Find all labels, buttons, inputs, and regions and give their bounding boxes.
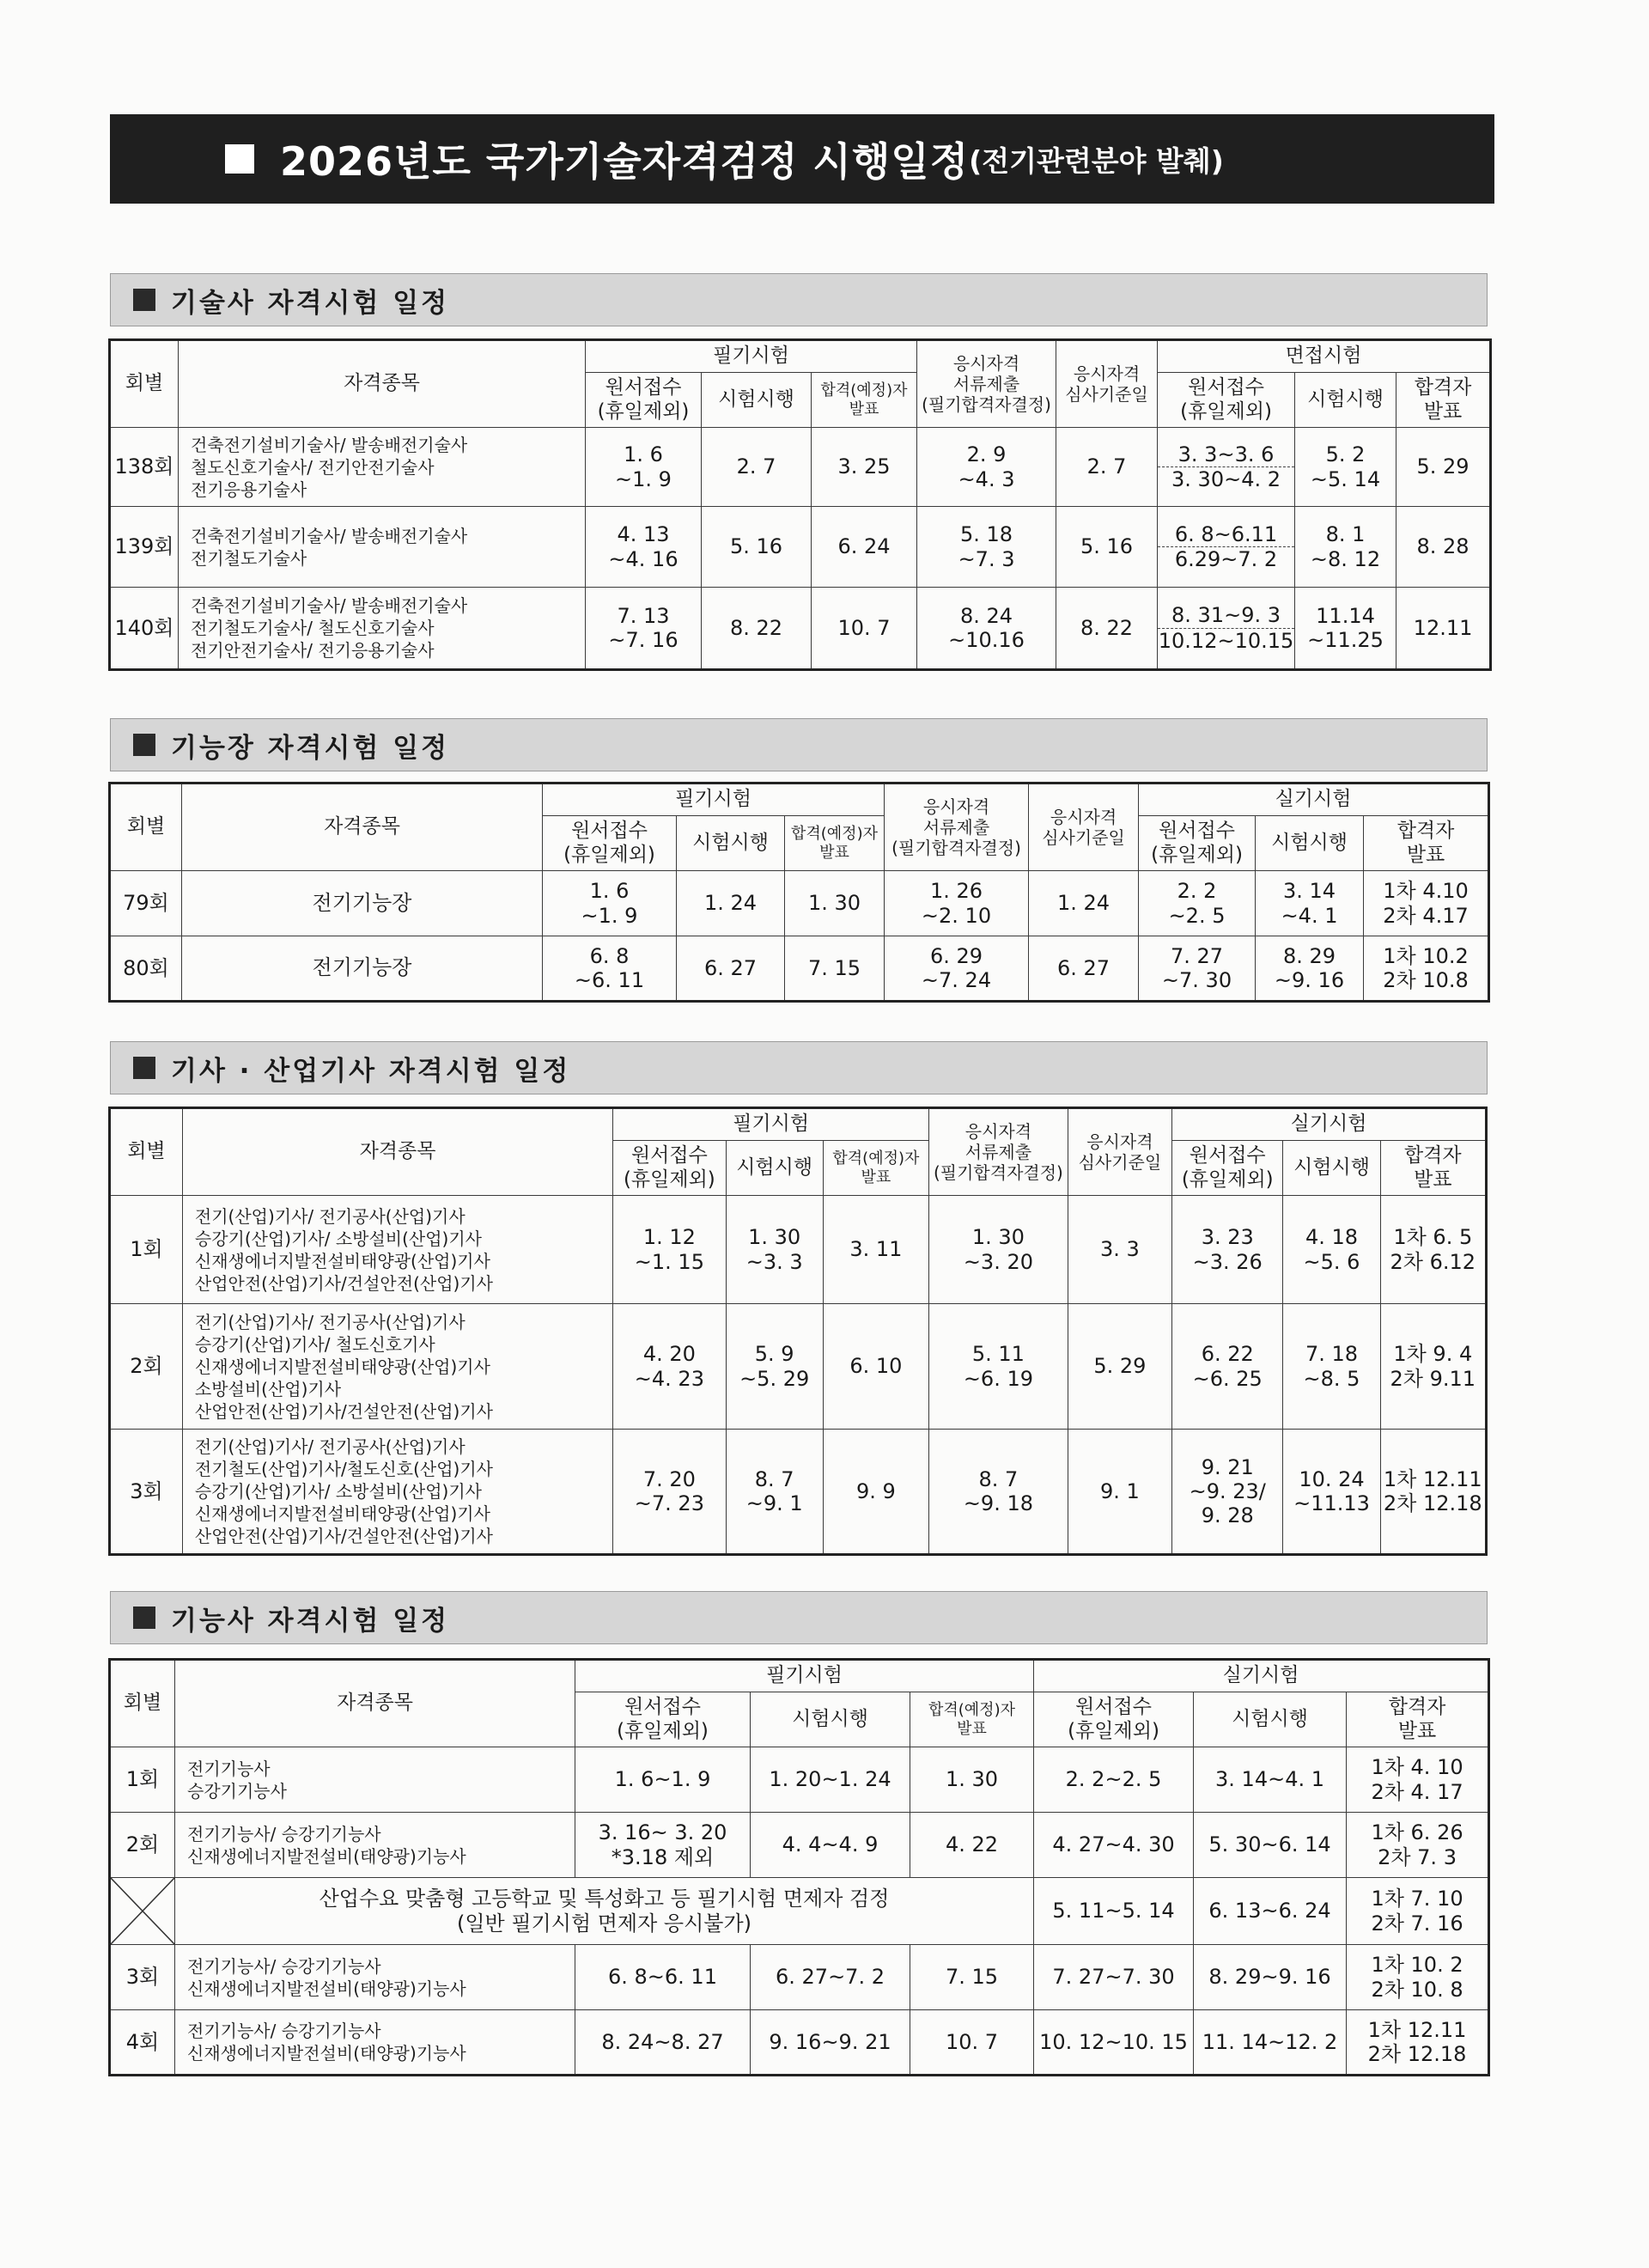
gisa-schedule-table: [108, 1107, 1488, 1556]
written-pass-cell: 7. 15: [785, 936, 885, 1002]
qualification-cell: 전기기능장: [182, 936, 543, 1002]
written-pass-cell: 1. 30: [910, 1747, 1034, 1813]
practical-pass-cell: 1차 12.11 2차 12.18: [1347, 2010, 1489, 2076]
header-prac-pass: 합격자 발표: [1364, 816, 1489, 871]
table-row: [110, 1430, 1487, 1555]
written-apply-cell: 1. 12 ~1. 15: [613, 1196, 726, 1304]
practical-apply-cell: 10. 12~10. 15: [1034, 2010, 1194, 2076]
header-practical: 실기시험: [1139, 783, 1489, 816]
header-written-apply: 원서접수 (휴일제외): [613, 1141, 726, 1196]
header-written: 필기시험: [575, 1660, 1034, 1692]
docs-cell: 1. 26 ~2. 10: [885, 871, 1029, 936]
practical-pass-cell: 1차 10. 2 2차 10. 8: [1347, 1945, 1489, 2010]
practical-apply-cell: 9. 21 ~9. 23/ 9. 28: [1172, 1430, 1283, 1555]
practical-exam-cell: 6. 13~6. 24: [1194, 1878, 1347, 1945]
practical-pass-cell: 1차 9. 4 2차 9.11: [1380, 1304, 1486, 1430]
header-written-pass: 합격(예정)자 발표: [823, 1141, 928, 1196]
square-bullet-icon: [133, 289, 155, 311]
written-apply-cell: 8. 24~8. 27: [575, 2010, 751, 2076]
review-cell: 5. 29: [1068, 1304, 1171, 1430]
review-cell: 9. 1: [1068, 1430, 1171, 1555]
header-review: 응시자격 심사기준일: [1068, 1108, 1171, 1196]
interview-apply-cell: [1158, 507, 1295, 588]
header-practical: 면접시험: [1158, 340, 1491, 373]
interview-apply-cell: [1158, 588, 1295, 670]
header-written-apply: 원서접수 (휴일제외): [586, 373, 702, 428]
practical-apply-cell: 2. 2~2. 5: [1034, 1747, 1194, 1813]
practical-exam-cell: 3. 14~4. 1: [1194, 1747, 1347, 1813]
interview-pass-cell: 8. 28: [1396, 507, 1491, 588]
written-pass-cell: 10. 7: [812, 588, 917, 670]
round-cell: 140회: [110, 588, 179, 670]
section-title: 기사 · 산업기사 자격시험 일정: [171, 1055, 571, 1087]
review-cell: 3. 3: [1068, 1196, 1171, 1304]
header-qualification: 자격종목: [182, 783, 543, 871]
header-prac-exam: 시험시행: [1194, 1692, 1347, 1747]
section-heading-gisa: [110, 1041, 1488, 1094]
practical-pass-cell: 1차 4. 10 2차 4. 17: [1347, 1747, 1489, 1813]
practical-apply-cell: 3. 23 ~3. 26: [1172, 1196, 1283, 1304]
exemption-note: 산업수요 맞춤형 고등학교 및 특성화고 등 필기시험 면제자 검정 (일반 필기시험 면제자 응시불가): [175, 1878, 1034, 1945]
written-apply-cell: 4. 20 ~4. 23: [613, 1304, 726, 1430]
header-written-pass: 합격(예정)자 발표: [910, 1692, 1034, 1747]
docs-cell: 2. 9 ~4. 3: [917, 428, 1056, 507]
practical-exam-cell: 11. 14~12. 2: [1194, 2010, 1347, 2076]
square-bullet-icon: [133, 1606, 155, 1629]
written-apply-cell: 3. 16~ 3. 20 *3.18 제외: [575, 1813, 751, 1878]
written-pass-cell: 9. 9: [823, 1430, 928, 1555]
round-cell: 138회: [110, 428, 179, 507]
written-exam-cell: 1. 20~1. 24: [751, 1747, 910, 1813]
docs-cell: 6. 29 ~7. 24: [885, 936, 1029, 1002]
header-prac-apply: 원서접수 (휴일제외): [1139, 816, 1256, 871]
docs-cell: 8. 24 ~10.16: [917, 588, 1056, 670]
qualification-cell: 전기(산업)기사/ 전기공사(산업)기사 승강기(산업)기사/ 철도신호기사 신재생에너지발전설비태양광(산업)기사 소방설비(산업)기사 산업안전(산업)기사/건설안전(산업)기사: [182, 1304, 612, 1430]
header-qualification: 자격종목: [179, 340, 586, 428]
square-bullet-icon: [133, 1057, 155, 1079]
practical-apply-cell: 6. 22 ~6. 25: [1172, 1304, 1283, 1430]
gineungjang-schedule-table: [108, 782, 1490, 1003]
crossed-out-cell: [110, 1878, 175, 1945]
practical-exam-cell: 5. 30~6. 14: [1194, 1813, 1347, 1878]
round-cell: 3회: [110, 1945, 175, 2010]
interview-pass-cell: 5. 29: [1396, 428, 1491, 507]
practical-pass-cell: 1차 6. 5 2차 6.12: [1380, 1196, 1486, 1304]
practical-apply-cell: 4. 27~4. 30: [1034, 1813, 1194, 1878]
interview-apply-1: 8. 31~9. 3: [1171, 603, 1281, 628]
gisulsa-schedule-table: [108, 338, 1492, 671]
table-row: [110, 871, 1489, 936]
header-prac-pass: 합격자 발표: [1347, 1692, 1489, 1747]
interview-exam-cell: 5. 2 ~5. 14: [1295, 428, 1396, 507]
docs-cell: 8. 7 ~9. 18: [929, 1430, 1068, 1555]
written-apply-cell: 1. 6 ~1. 9: [543, 871, 677, 936]
practical-pass-cell: 1차 4.10 2차 4.17: [1364, 871, 1489, 936]
qualification-cell: 전기기능사 승강기기능사: [175, 1747, 575, 1813]
section-title: 기능장 자격시험 일정: [171, 732, 450, 764]
header-written-exam: 시험시행: [677, 816, 785, 871]
practical-pass-cell: 1차 6. 26 2차 7. 3: [1347, 1813, 1489, 1878]
section-heading-gineungsa: [110, 1591, 1488, 1644]
header-prac-pass: 합격자 발표: [1380, 1141, 1486, 1196]
qualification-cell: 전기기능사/ 승강기기능사 신재생에너지발전설비(태양광)기능사: [175, 1813, 575, 1878]
section-title: 기술사 자격시험 일정: [171, 287, 450, 319]
practical-apply-cell: 7. 27~7. 30: [1034, 1945, 1194, 2010]
interview-apply-2: 6.29~7. 2: [1158, 546, 1294, 571]
header-round: 회별: [110, 1108, 183, 1196]
practical-pass-cell: 1차 7. 10 2차 7. 16: [1347, 1878, 1489, 1945]
table-row: [110, 1813, 1489, 1878]
header-review: 응시자격 심사기준일: [1056, 340, 1158, 428]
written-exam-cell: 6. 27~7. 2: [751, 1945, 910, 2010]
header-written-exam: 시험시행: [726, 1141, 823, 1196]
written-exam-cell: 9. 16~9. 21: [751, 2010, 910, 2076]
written-exam-cell: 1. 24: [677, 871, 785, 936]
written-apply-cell: 7. 20 ~7. 23: [613, 1430, 726, 1555]
written-exam-cell: 8. 22: [702, 588, 812, 670]
table-row: [110, 1747, 1489, 1813]
header-written: 필기시험: [613, 1108, 929, 1141]
practical-apply-cell: 5. 11~5. 14: [1034, 1878, 1194, 1945]
written-exam-cell: 5. 9 ~5. 29: [726, 1304, 823, 1430]
practical-pass-cell: 1차 12.11 2차 12.18: [1380, 1430, 1486, 1555]
round-cell: 1회: [110, 1196, 183, 1304]
round-cell: 79회: [110, 871, 182, 936]
header-written-apply: 원서접수 (휴일제외): [575, 1692, 751, 1747]
header-prac-exam: 시험시행: [1295, 373, 1396, 428]
header-written-apply: 원서접수 (휴일제외): [543, 816, 677, 871]
review-cell: 1. 24: [1029, 871, 1139, 936]
header-qualification: 자격종목: [175, 1660, 575, 1747]
table-row: [110, 1304, 1487, 1430]
written-exam-cell: 1. 30 ~3. 3: [726, 1196, 823, 1304]
qualification-cell: 건축전기설비기술사/ 발송배전기술사 철도신호기술사/ 전기안전기술사 전기응용기술사: [179, 428, 586, 507]
practical-exam-cell: 8. 29 ~9. 16: [1256, 936, 1364, 1002]
written-apply-cell: 7. 13 ~7. 16: [586, 588, 702, 670]
round-cell: 2회: [110, 1813, 175, 1878]
table-row: [110, 428, 1491, 507]
written-pass-cell: 6. 24: [812, 507, 917, 588]
table-row: [110, 1945, 1489, 2010]
qualification-cell: 전기기능장: [182, 871, 543, 936]
interview-apply-1: 6. 8~6.11: [1174, 521, 1278, 546]
interview-pass-cell: 12.11: [1396, 588, 1491, 670]
section-title: 기능사 자격시험 일정: [171, 1605, 450, 1637]
header-practical: 실기시험: [1172, 1108, 1487, 1141]
cross-mark-icon: [111, 1878, 174, 1944]
header-docs: 응시자격 서류제출 (필기합격자결정): [929, 1108, 1068, 1196]
round-cell: 139회: [110, 507, 179, 588]
round-cell: 3회: [110, 1430, 183, 1555]
review-cell: 5. 16: [1056, 507, 1158, 588]
interview-apply-2: 10.12~10.15: [1158, 628, 1294, 653]
review-cell: 8. 22: [1056, 588, 1158, 670]
written-exam-cell: 8. 7 ~9. 1: [726, 1430, 823, 1555]
header-round: 회별: [110, 340, 179, 428]
practical-apply-cell: 7. 27 ~7. 30: [1139, 936, 1256, 1002]
docs-cell: 5. 11 ~6. 19: [929, 1304, 1068, 1430]
header-round: 회별: [110, 783, 182, 871]
practical-exam-cell: 4. 18 ~5. 6: [1283, 1196, 1380, 1304]
table-row: [110, 588, 1491, 670]
interview-exam-cell: 8. 1 ~8. 12: [1295, 507, 1396, 588]
qualification-cell: 전기기능사/ 승강기기능사 신재생에너지발전설비(태양광)기능사: [175, 2010, 575, 2076]
round-cell: 1회: [110, 1747, 175, 1813]
gineungsa-schedule-table: [108, 1658, 1490, 2076]
practical-exam-cell: 7. 18 ~8. 5: [1283, 1304, 1380, 1430]
written-exam-cell: 6. 27: [677, 936, 785, 1002]
header-review: 응시자격 심사기준일: [1029, 783, 1139, 871]
practical-apply-cell: 2. 2 ~2. 5: [1139, 871, 1256, 936]
header-prac-exam: 시험시행: [1283, 1141, 1380, 1196]
header-docs: 응시자격 서류제출 (필기합격자결정): [885, 783, 1029, 871]
table-row: [110, 507, 1491, 588]
header-qualification: 자격종목: [182, 1108, 612, 1196]
header-written-pass: 합격(예정)자 발표: [812, 373, 917, 428]
practical-exam-cell: 10. 24 ~11.13: [1283, 1430, 1380, 1555]
practical-exam-cell: 3. 14 ~4. 1: [1256, 871, 1364, 936]
docs-cell: 1. 30 ~3. 20: [929, 1196, 1068, 1304]
header-prac-exam: 시험시행: [1256, 816, 1364, 871]
interview-exam-cell: 11.14 ~11.25: [1295, 588, 1396, 670]
round-cell: 80회: [110, 936, 182, 1002]
written-pass-cell: 1. 30: [785, 871, 885, 936]
interview-apply-cell: [1158, 428, 1295, 507]
qualification-cell: 전기기능사/ 승강기기능사 신재생에너지발전설비(태양광)기능사: [175, 1945, 575, 2010]
written-apply-cell: 1. 6~1. 9: [575, 1747, 751, 1813]
header-written: 필기시험: [543, 783, 885, 816]
page-banner: [110, 114, 1494, 204]
written-pass-cell: 3. 25: [812, 428, 917, 507]
qualification-cell: 전기(산업)기사/ 전기공사(산업)기사 승강기(산업)기사/ 소방설비(산업)기사 신재생에너지발전설비태양광(산업)기사 산업안전(산업)기사/건설안전(산업)기사: [182, 1196, 612, 1304]
written-exam-cell: 5. 16: [702, 507, 812, 588]
header-prac-apply: 원서접수 (휴일제외): [1172, 1141, 1283, 1196]
qualification-cell: 건축전기설비기술사/ 발송배전기술사 전기철도기술사/ 철도신호기술사 전기안전기술사/ 전기응용기술사: [179, 588, 586, 670]
header-practical: 실기시험: [1034, 1660, 1489, 1692]
interview-apply-2: 3. 30~4. 2: [1158, 466, 1294, 491]
written-apply-cell: 1. 6 ~1. 9: [586, 428, 702, 507]
table-row: [110, 1196, 1487, 1304]
written-pass-cell: 10. 7: [910, 2010, 1034, 2076]
written-pass-cell: 6. 10: [823, 1304, 928, 1430]
practical-exam-cell: 8. 29~9. 16: [1194, 1945, 1347, 2010]
written-apply-cell: 6. 8 ~6. 11: [543, 936, 677, 1002]
header-prac-pass: 합격자 발표: [1396, 373, 1491, 428]
written-apply-cell: 6. 8~6. 11: [575, 1945, 751, 2010]
page-title: 2026년도 국가기술자격검정 시행일정: [280, 138, 970, 185]
table-row: [110, 936, 1489, 1002]
written-pass-cell: 3. 11: [823, 1196, 928, 1304]
review-cell: 6. 27: [1029, 936, 1139, 1002]
section-heading-gineungjang: [110, 718, 1488, 771]
review-cell: 2. 7: [1056, 428, 1158, 507]
round-cell: 2회: [110, 1304, 183, 1430]
table-row: [110, 2010, 1489, 2076]
qualification-cell: 건축전기설비기술사/ 발송배전기술사 전기철도기술사: [179, 507, 586, 588]
square-bullet-icon: [225, 144, 254, 174]
written-exam-cell: 2. 7: [702, 428, 812, 507]
header-written-exam: 시험시행: [751, 1692, 910, 1747]
header-prac-apply: 원서접수 (휴일제외): [1034, 1692, 1194, 1747]
header-written: 필기시험: [586, 340, 917, 373]
written-pass-cell: 7. 15: [910, 1945, 1034, 2010]
page-subtitle: (전기관련분야 발췌): [969, 143, 1224, 178]
interview-apply-1: 3. 3~3. 6: [1177, 442, 1275, 466]
written-pass-cell: 4. 22: [910, 1813, 1034, 1878]
section-heading-gisulsa: [110, 273, 1488, 326]
practical-pass-cell: 1차 10.2 2차 10.8: [1364, 936, 1489, 1002]
written-exam-cell: 4. 4~4. 9: [751, 1813, 910, 1878]
header-prac-apply: 원서접수 (휴일제외): [1158, 373, 1295, 428]
header-written-exam: 시험시행: [702, 373, 812, 428]
qualification-cell: 전기(산업)기사/ 전기공사(산업)기사 전기철도(산업)기사/철도신호(산업)기사 승강기(산업)기사/ 소방설비(산업)기사 신재생에너지발전설비태양광(산업)기사 산업안전(산업)기사/건설안전(산업)기사: [182, 1430, 612, 1555]
round-cell: 4회: [110, 2010, 175, 2076]
square-bullet-icon: [133, 734, 155, 756]
table-row: [110, 1878, 1489, 1945]
docs-cell: 5. 18 ~7. 3: [917, 507, 1056, 588]
header-written-pass: 합격(예정)자 발표: [785, 816, 885, 871]
header-round: 회별: [110, 1660, 175, 1747]
written-apply-cell: 4. 13 ~4. 16: [586, 507, 702, 588]
header-docs: 응시자격 서류제출 (필기합격자결정): [917, 340, 1056, 428]
